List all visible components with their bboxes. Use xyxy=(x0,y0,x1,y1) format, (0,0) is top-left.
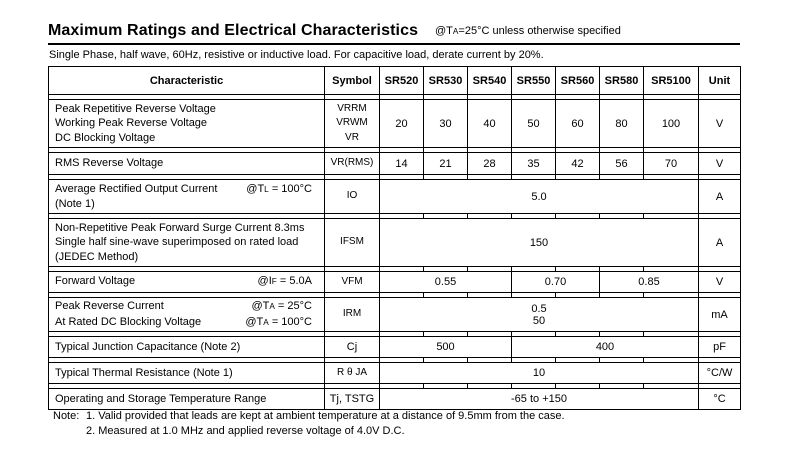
table-row xyxy=(49,298,741,332)
condition-label: @TA = 25°C xyxy=(251,300,312,312)
unit-cell: V xyxy=(699,100,741,148)
header-characteristic: Characteristic xyxy=(49,67,325,95)
characteristic-cell: Typical Junction Capacitance (Note 2) xyxy=(49,337,325,358)
condition-label: @TL = 100°C xyxy=(246,182,312,195)
value-cell: 0.85 xyxy=(600,272,699,293)
symbol-cell: Cj xyxy=(325,337,380,358)
symbol-cell: R θ JA xyxy=(325,363,380,384)
note-item: 1. Valid provided that leads are kept at ambient temperature at a distance of 9.5mm from the case. xyxy=(86,410,565,422)
table-row xyxy=(49,389,741,410)
value-cell: 56 xyxy=(600,153,644,175)
value-cell: 35 xyxy=(512,153,556,175)
characteristic-cell: Typical Thermal Resistance (Note 1) xyxy=(49,363,325,384)
table-row xyxy=(49,100,741,148)
table-row xyxy=(49,180,741,214)
value-cell: 42 xyxy=(556,153,600,175)
table-row xyxy=(49,272,741,293)
value-cell: 150 xyxy=(380,219,699,267)
characteristic-cell: Peak Reverse Current @TA = 25°C At Rated DC Blocking Voltage @TA = 100°C xyxy=(49,298,325,332)
symbol-cell: IRM xyxy=(325,298,380,332)
characteristic-cell: Peak Repetitive Reverse Voltage Working Peak Reverse Voltage DC Blocking Voltage xyxy=(49,100,325,148)
unit-cell: °C xyxy=(699,389,741,410)
test-condition: @TA=25°C unless otherwise specified xyxy=(435,25,621,37)
value-cell: 60 xyxy=(556,100,600,148)
condition-label: @IF = 5.0A xyxy=(257,275,312,288)
header-model: SR580 xyxy=(600,67,644,95)
header-model: SR560 xyxy=(556,67,600,95)
value-cell: 20 xyxy=(380,100,424,148)
header-model: SR520 xyxy=(380,67,424,95)
unit-cell: pF xyxy=(699,337,741,358)
value-cell: 80 xyxy=(600,100,644,148)
value-cell: 100 xyxy=(644,100,699,148)
symbol-cell: VFM xyxy=(325,272,380,293)
symbol-cell: Tj, TSTG xyxy=(325,389,380,410)
header-symbol: Symbol xyxy=(325,67,380,95)
characteristic-cell: Operating and Storage Temperature Range xyxy=(49,389,325,410)
footnotes xyxy=(53,409,565,439)
unit-cell: °C/W xyxy=(699,363,741,384)
header-model: SR5100 xyxy=(644,67,699,95)
table-row xyxy=(49,219,741,267)
note-item: 2. Measured at 1.0 MHz and applied reverse voltage of 4.0V D.C. xyxy=(86,425,405,437)
header-model: SR540 xyxy=(468,67,512,95)
value-cell: 500 xyxy=(380,337,512,358)
unit-cell: A xyxy=(699,180,741,214)
characteristic-cell: Forward Voltage @IF = 5.0A xyxy=(49,272,325,293)
symbol-cell: VR(RMS) xyxy=(325,153,380,175)
condition-label: @TA = 100°C xyxy=(245,315,312,328)
section-header xyxy=(48,22,740,44)
value-cell: 28 xyxy=(468,153,512,175)
table-row xyxy=(49,153,741,175)
load-description: Single Phase, half wave, 60Hz, resistive or inductive load. For capacitive load, derate current by 20%. xyxy=(49,49,544,61)
value-cell: 70 xyxy=(644,153,699,175)
symbol-cell: IFSM xyxy=(325,219,380,267)
value-cell: 21 xyxy=(424,153,468,175)
value-cell: 10 xyxy=(380,363,699,384)
value-cell: 5.0 xyxy=(380,180,699,214)
symbol-cell: VRRM VRWM VR xyxy=(325,100,380,148)
table-row xyxy=(49,363,741,384)
notes-label: Note: xyxy=(53,410,80,422)
value-cell: -65 to +150 xyxy=(380,389,699,410)
unit-cell: mA xyxy=(699,298,741,332)
characteristic-cell: RMS Reverse Voltage xyxy=(49,153,325,175)
characteristic-cell: Average Rectified Output Current @TL = 100°C (Note 1) xyxy=(49,180,325,214)
symbol-cell: IO xyxy=(325,180,380,214)
value-cell: 0.5 50 xyxy=(380,298,699,332)
value-cell: 0.55 xyxy=(380,272,512,293)
unit-cell: A xyxy=(699,219,741,267)
characteristic-cell: Non-Repetitive Peak Forward Surge Current 8.3ms Single half sine-wave superimposed on rated load (JEDEC Method) xyxy=(49,219,325,267)
unit-cell: V xyxy=(699,272,741,293)
value-cell: 0.70 xyxy=(512,272,600,293)
value-cell: 14 xyxy=(380,153,424,175)
value-cell: 30 xyxy=(424,100,468,148)
value-cell: 50 xyxy=(512,100,556,148)
value-cell: 400 xyxy=(512,337,699,358)
table-header-row xyxy=(49,67,741,95)
unit-cell: V xyxy=(699,153,741,175)
header-rule xyxy=(48,43,740,45)
section-title: Maximum Ratings and Electrical Characteristics xyxy=(48,22,419,39)
ratings-table xyxy=(48,66,741,410)
header-model: SR530 xyxy=(424,67,468,95)
table-row xyxy=(49,337,741,358)
header-model: SR550 xyxy=(512,67,556,95)
header-unit: Unit xyxy=(699,67,741,95)
value-cell: 40 xyxy=(468,100,512,148)
